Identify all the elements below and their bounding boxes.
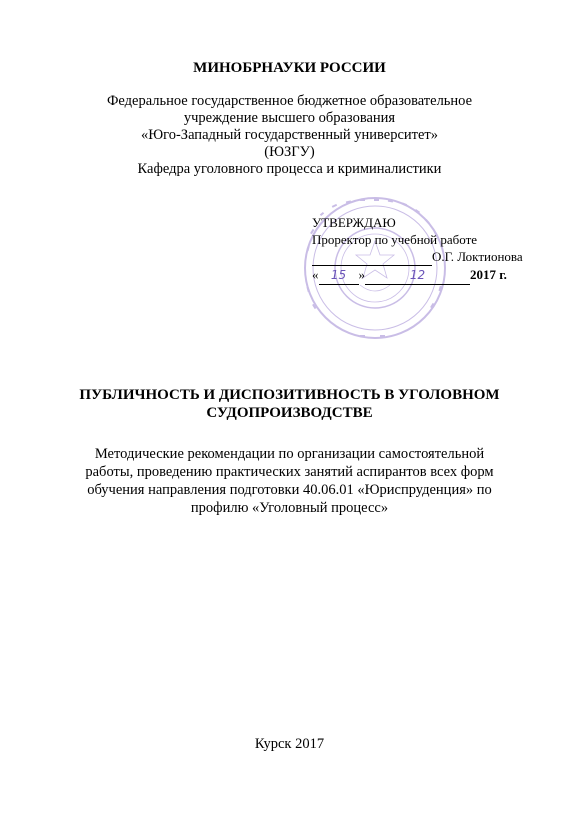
org-line: учреждение высшего образования: [183, 110, 396, 126]
approval-date-line: [312, 266, 542, 285]
title-line: ПУБЛИЧНОСТЬ И ДИСПОЗИТИВНОСТЬ В УГОЛОВНОМ: [79, 387, 500, 403]
approve-label: УТВЕРЖДАЮ: [312, 215, 396, 230]
department-line: Кафедра уголовного процесса и криминалистики: [137, 161, 442, 177]
subtitle-line: работы, проведению практических занятий аспирантов всех форм: [85, 464, 494, 480]
approval-day: 15: [319, 266, 359, 285]
document-subtitle: [0, 445, 579, 517]
approval-block: [312, 214, 542, 285]
title-line: СУДОПРОИЗВОДСТВЕ: [206, 405, 373, 421]
approver-name: О.Г. Локтионова: [432, 249, 523, 264]
approver-position: Проректор по учебной работе: [312, 232, 478, 247]
document-title: [0, 386, 579, 422]
approval-year: 2017 г.: [470, 267, 507, 282]
signature-line: [312, 248, 542, 266]
subtitle-line: Методические рекомендации по организации самостоятельной: [94, 446, 485, 462]
org-line: Федеральное государственное бюджетное образовательное: [106, 93, 473, 109]
ministry-heading: МИНОБРНАУКИ РОССИИ: [193, 60, 386, 76]
signature-blank: [312, 248, 432, 266]
org-line: «Юго-Западный государственный университет»: [140, 127, 439, 143]
approval-month: 12: [365, 266, 470, 285]
quote-close: »: [358, 267, 365, 282]
organization-block: [0, 93, 579, 178]
city-year: Курск 2017: [254, 736, 325, 752]
subtitle-line: обучения направления подготовки 40.06.01 «Юриспруденция» по: [87, 482, 492, 498]
quote-open: «: [312, 267, 319, 282]
org-line: (ЮЗГУ): [264, 144, 315, 160]
subtitle-line: профилю «Уголовный процесс»: [190, 500, 389, 516]
